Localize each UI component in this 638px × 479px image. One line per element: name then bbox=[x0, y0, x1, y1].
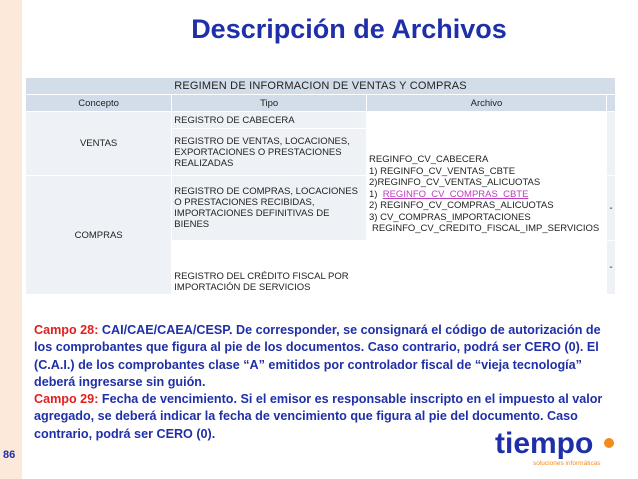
logo-dot bbox=[604, 438, 614, 448]
archivo-line: 2)REGINFO_CV_VENTAS_ALICUOTAS bbox=[369, 177, 541, 188]
header-concepto: Concepto bbox=[26, 95, 172, 112]
archivo-line: 1) bbox=[369, 188, 378, 200]
archivo-line: 1) REGINFO_CV_VENTAS_CBTE bbox=[369, 165, 516, 177]
archivo-line: 3) CV_COMPRAS_IMPORTACIONES bbox=[369, 211, 531, 223]
page-title: Descripción de Archivos bbox=[191, 14, 507, 44]
campo28-text: CAI/CAE/CAEA/CESP. De corresponder, se consignará el código de autorización de los comprobantes que figura al pie de los documentos. Caso contrario, podrá ser CERO (0). El (C.A.I.) de los comprobantes clase “A” emitidos por controlador fiscal de “vieja tecnología” deberá ingresarse sin guión. bbox=[34, 323, 601, 389]
archivo-line: 2) REGINFO_CV_COMPRAS_ALICUOTAS bbox=[369, 200, 554, 211]
concepto-compras: COMPRAS bbox=[26, 176, 172, 295]
tipo-compras: REGISTRO DE COMPRAS, LOCACIONES O PRESTACIONES RECIBIDAS, IMPORTACIONES DEFINITIVAS DE BIENES bbox=[172, 176, 367, 241]
dash-credito: - bbox=[606, 241, 615, 295]
tipo-ventas: REGISTRO DE VENTAS, LOCACIONES, EXPORTACIONES O PRESTACIONES REALIZADAS bbox=[172, 129, 367, 176]
tipo-credito-fiscal: REGISTRO DEL CRÉDITO FISCAL POR IMPORTACIÓN DE SERVICIOS bbox=[172, 241, 367, 295]
logo-word: tiempo bbox=[495, 427, 594, 460]
table-title: REGIMEN DE INFORMACION DE VENTAS Y COMPRAS bbox=[26, 78, 616, 95]
archivo-line: REGINFO_CV_CABECERA bbox=[369, 154, 489, 165]
archivo-link[interactable]: REGINFO_CV_COMPRAS_CBTE bbox=[382, 188, 529, 200]
campo29-label: Campo 29: bbox=[34, 392, 99, 407]
header-archivo: Archivo bbox=[367, 95, 607, 112]
archivo-line: REGINFO_CV_CREDITO_FISCAL_IMP_SERVICIOS bbox=[372, 223, 600, 234]
logo-tagline: soluciones informáticas bbox=[533, 460, 601, 467]
regimen-table bbox=[26, 78, 616, 292]
dash-compras: - bbox=[606, 176, 615, 241]
page-number: 86 bbox=[3, 449, 16, 461]
concepto-ventas: VENTAS bbox=[26, 112, 172, 176]
campo28-label: Campo 28: bbox=[34, 323, 99, 337]
archivo-cell bbox=[367, 112, 607, 295]
header-tipo: Tipo bbox=[172, 95, 367, 112]
side-band bbox=[0, 0, 22, 479]
tiempo-logo bbox=[493, 425, 623, 469]
campo29-text: Fecha de vencimiento. Si el emisor es responsable inscripto en el impuesto al valor agregado, se deberá indicar la fecha de vencimiento que figura al pie del documento. Caso contrario, podrá ser CERO (0). bbox=[34, 392, 603, 441]
tipo-cabecera: REGISTRO DE CABECERA bbox=[172, 112, 367, 129]
